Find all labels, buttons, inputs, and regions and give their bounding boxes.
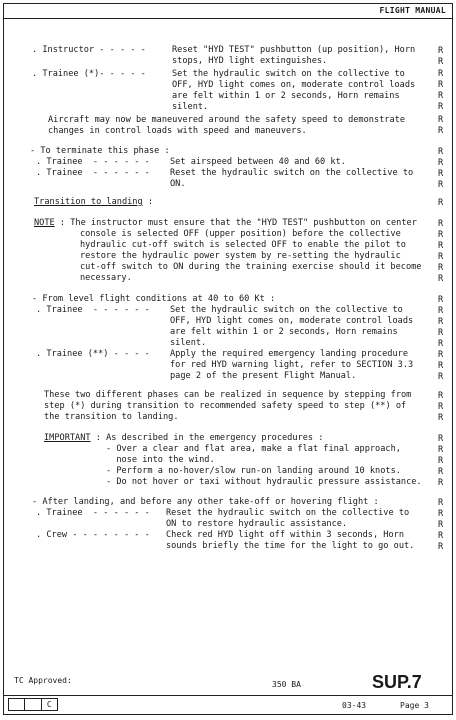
revision-mark: R <box>438 57 444 67</box>
header-title: FLIGHT MANUAL <box>379 6 446 15</box>
note-line-1 <box>34 218 417 229</box>
footer-rule <box>4 695 452 696</box>
after-t1-text-2: ON to restore hydraulic assistance. <box>166 519 348 529</box>
revision-mark: R <box>438 498 444 508</box>
revision-mark: R <box>438 391 444 401</box>
after-t1-label: . Trainee - - - - - - <box>36 508 150 518</box>
revision-mark: R <box>438 520 444 530</box>
revision-box <box>8 698 58 711</box>
revision-mark: R <box>438 80 444 90</box>
revision-mark: R <box>438 434 444 444</box>
important-text-2: - Over a clear and flat area, make a flat final approach, <box>106 444 401 454</box>
note-text-3: hydraulic cut-off switch is selected OFF to enable the pilot to <box>80 240 406 250</box>
transition-heading <box>34 197 153 208</box>
note-text-4: restore the hydraulic power system by re-setting the hydraulic <box>80 251 401 261</box>
important-label: IMPORTANT <box>44 433 91 443</box>
level-t1-label: . Trainee - - - - - - <box>36 305 150 315</box>
revision-mark: R <box>438 295 444 305</box>
note-text-6: necessary. <box>80 273 132 283</box>
trainee1-text-3: are felt within 1 or 2 seconds, Horn remains <box>172 91 400 101</box>
revision-mark: R <box>438 158 444 168</box>
instructor-label: . Instructor - - - - - <box>32 45 146 55</box>
instructor-text-1: Reset "HYD TEST" pushbutton (up position), Horn <box>172 45 416 55</box>
revision-box-cell: C <box>46 700 52 709</box>
revision-mark: R <box>438 198 444 208</box>
revision-mark: R <box>438 339 444 349</box>
transition-title: Transition to landing <box>34 197 143 207</box>
revision-mark: R <box>438 328 444 338</box>
revision-mark: R <box>438 69 444 79</box>
important-text-5: - Do not hover or taxi without hydraulic pressure assistance. <box>106 477 422 487</box>
level-t2-text-1: Apply the required emergency landing procedure <box>170 349 408 359</box>
revision-mark: R <box>438 180 444 190</box>
level-t1-text-1: Set the hydraulic switch on the collective to <box>170 305 403 315</box>
revision-box-cell <box>9 699 25 710</box>
important-text-1: : As described in the emergency procedures : <box>90 433 324 443</box>
model-number: 350 BA <box>272 680 301 689</box>
note-text-5: cut-off switch to ON during the training exercise should it become <box>80 262 422 272</box>
revision-mark: R <box>438 115 444 125</box>
revision-mark: R <box>438 413 444 423</box>
revision-mark: R <box>438 252 444 262</box>
revision-mark: R <box>438 263 444 273</box>
revision-mark: R <box>438 219 444 229</box>
terminate-t1-text: Set airspeed between 40 and 60 kt. <box>170 157 346 167</box>
revision-mark: R <box>438 531 444 541</box>
level-t1-text-3: are felt within 1 or 2 seconds, Horn remains <box>170 327 398 337</box>
note-text-1: : The instructor must ensure that the "HYD TEST" pushbutton on center <box>54 218 417 228</box>
revision-mark: R <box>438 46 444 56</box>
aircraft-text-1: Aircraft may now be maneuvered around the safety speed to demonstrate <box>48 115 405 125</box>
revision-mark: R <box>438 169 444 179</box>
trainee1-text-1: Set the hydraulic switch on the collective to <box>172 69 405 79</box>
level-t2-text-3: page 2 of the present Flight Manual. <box>170 371 357 381</box>
revision-mark: R <box>438 509 444 519</box>
revision-mark: R <box>438 445 444 455</box>
important-text-3: nose into the wind. <box>106 455 215 465</box>
revision-mark: R <box>438 317 444 327</box>
important-line-1 <box>44 433 323 444</box>
page-number: Page 3 <box>400 701 429 710</box>
revision-mark: R <box>438 91 444 101</box>
after-title: - After landing, and before any other take-off or hovering flight : <box>32 497 379 507</box>
level-title: - From level flight conditions at 40 to 60 Kt : <box>32 294 276 304</box>
header-rule <box>4 18 452 19</box>
phases-text-3: the transition to landing. <box>44 412 179 422</box>
revision-mark: R <box>438 126 444 136</box>
revision-mark: R <box>438 402 444 412</box>
supplement-number: SUP.7 <box>372 672 422 692</box>
revision-mark: R <box>438 478 444 488</box>
tc-approved: TC Approved: <box>14 676 72 685</box>
transition-colon: : <box>142 197 154 207</box>
revision-mark: R <box>438 456 444 466</box>
terminate-t1-label: . Trainee - - - - - - <box>36 157 150 167</box>
terminate-t2-text-2: ON. <box>170 179 186 189</box>
terminate-t2-label: . Trainee - - - - - - <box>36 168 150 178</box>
note-text-2: console is selected OFF (upper position) before the collective <box>80 229 401 239</box>
after-crew-text-1: Check red HYD light off within 3 seconds, Horn <box>166 530 404 540</box>
trainee1-label: . Trainee (*)- - - - - <box>32 69 146 79</box>
level-t1-text-4: silent. <box>170 338 207 348</box>
level-t2-label: . Trainee (**) - - - - <box>36 349 150 359</box>
revision-mark: R <box>438 230 444 240</box>
after-t1-text-1: Reset the hydraulic switch on the collective to <box>166 508 410 518</box>
terminate-title: - To terminate this phase : <box>30 146 170 156</box>
important-text-4: - Perform a no-hover/slow run-on landing around 10 knots. <box>106 466 401 476</box>
revision-mark: R <box>438 102 444 112</box>
revision-mark: R <box>438 350 444 360</box>
revision-date: 03-43 <box>342 701 367 710</box>
phases-text-2: step (*) during transition to recommended safety speed to step (**) of <box>44 401 407 411</box>
after-crew-label: . Crew - - - - - - - - <box>36 530 150 540</box>
after-crew-text-2: sounds briefly the time for the light to go out. <box>166 541 415 551</box>
instructor-text-2: stops, HYD light extinguishes. <box>172 56 328 66</box>
level-t2-text-2: for red HYD warning light, refer to SECTION 3.3 <box>170 360 414 370</box>
trainee1-text-2: OFF, HYD light comes on, moderate control loads <box>172 80 416 90</box>
revision-mark: R <box>438 467 444 477</box>
revision-mark: R <box>438 361 444 371</box>
trainee1-text-4: silent. <box>172 102 209 112</box>
aircraft-text-2: changes in control loads with speed and maneuvers. <box>48 126 307 136</box>
revision-mark: R <box>438 542 444 552</box>
revision-mark: R <box>438 372 444 382</box>
phases-text-1: These two different phases can be realized in sequence by stepping from <box>44 390 412 400</box>
revision-mark: R <box>438 274 444 284</box>
revision-mark: R <box>438 306 444 316</box>
revision-box-cell <box>25 699 41 710</box>
revision-mark: R <box>438 147 444 157</box>
level-t1-text-2: OFF, HYD light comes on, moderate control loads <box>170 316 414 326</box>
note-label: NOTE <box>34 218 55 228</box>
revision-mark: R <box>438 241 444 251</box>
terminate-t2-text-1: Reset the hydraulic switch on the collective to <box>170 168 414 178</box>
